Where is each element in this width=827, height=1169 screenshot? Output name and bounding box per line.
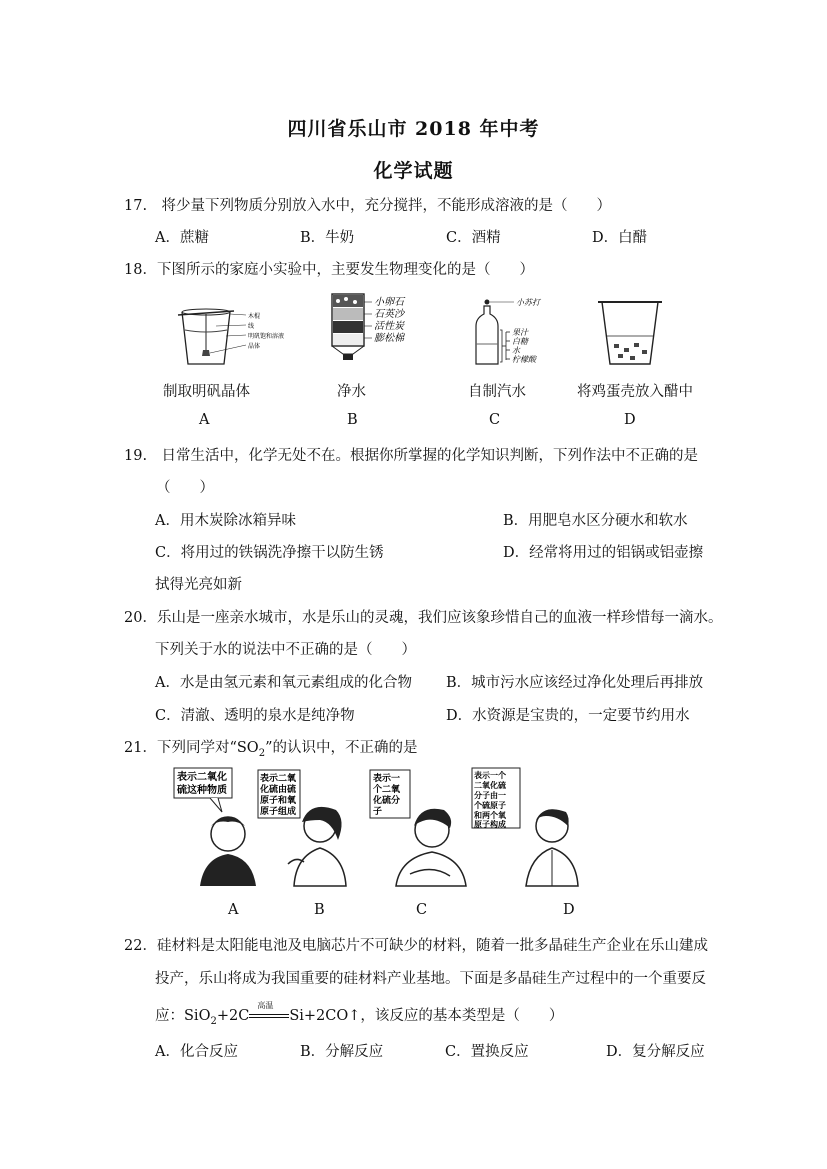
bubble-d-line1: 表示一个 (474, 770, 506, 780)
bubble-b-line3: 原子和氧 (260, 796, 297, 806)
q22-option-a: A．化合反应 (155, 1044, 238, 1060)
bubble-a-line2: 硫这种物质 (177, 785, 227, 796)
bubble-d-line2: 二氧化硫 (474, 780, 506, 790)
bubble-c-line4: 子 (373, 807, 383, 817)
q17-option-b: B．牛奶 (300, 230, 355, 246)
q22-option-d: D．复分解反应 (606, 1044, 705, 1060)
fig-a-label-stick: 木棍 (248, 313, 261, 320)
q18-caption-c: 自制汽水 (468, 384, 526, 400)
fig-c-label-citric: 柠檬酸 (512, 355, 536, 364)
q19-option-d: D．经常将用过的铝锅或铝壶擦 (503, 545, 704, 561)
fig-c-label-sugar: 白糖 (512, 337, 528, 346)
q17-option-a: A．蔗糖 (155, 230, 209, 246)
alum-crystal-figure (176, 306, 306, 370)
fig-c-label-juice: 果汁 (512, 328, 528, 337)
q18-letter-a: A (199, 412, 210, 428)
page-subtitle: 化学试题 (373, 160, 454, 182)
q18-stem: 18．下图所示的家庭小实验中，主要发生物理变化的是（ ） (124, 262, 534, 278)
q20-option-d: D．水资源是宝贵的，一定要节约用水 (446, 708, 690, 724)
q18-caption-d: 将鸡蛋壳放入醋中 (577, 384, 693, 400)
bubble-c-line3: 化硫分 (373, 796, 401, 806)
equals-bar-top (249, 1014, 289, 1015)
bubble-d-line6: 原子构成 (474, 819, 506, 829)
q21-letter-d: D (563, 902, 575, 918)
q17-option-c: C．酒精 (446, 230, 501, 246)
fig-b-label-cotton: 膨松棉 (374, 333, 404, 344)
q22-stem-line1: 22．硅材料是太阳能电池及电脑芯片不可缺少的材料，随着一批多晶硅生产企业在乐山建成 (124, 938, 708, 954)
fig-b-label-carbon: 活性炭 (374, 321, 404, 332)
q19-option-b: B．用肥皂水区分硬水和软水 (503, 513, 688, 529)
q20-option-c: C．清澈、透明的泉水是纯净物 (155, 708, 355, 724)
q18-caption-b: 净水 (337, 384, 366, 400)
bubble-a-line1: 表示二氧化 (177, 772, 227, 783)
bubble-c-line2: 个二氧 (373, 785, 401, 795)
q20-stem-line1: 20．乐山是一座亲水城市，水是乐山的灵魂，我们应该象珍惜自己的血液一样珍惜每一滴水。 (124, 610, 723, 626)
q21-letter-a: A (228, 902, 239, 918)
q20-stem-line2: 下列关于水的说法中不正确的是（ ） (155, 642, 416, 658)
q18-letter-b: B (347, 412, 358, 428)
q22-equation: 应：SiO$_2$+2C 高温 Si+2CO↑，该反应的基本类型是（ ） (155, 1001, 564, 1027)
fig-b-label-sand: 石英沙 (374, 309, 404, 320)
equals-bar-bottom (249, 1017, 289, 1018)
q20-option-b: B．城市污水应该经过净化处理后再排放 (446, 675, 704, 691)
q20-option-a: A．水是由氢元素和氧元素组成的化合物 (155, 675, 412, 691)
fig-c-label-water: 水 (512, 346, 520, 355)
q18-letter-d: D (624, 412, 636, 428)
bubble-d-line4: 个硫原子 (474, 800, 506, 810)
q19-stem: 19. 日常生活中，化学无处不在。根据你所掌握的化学知识判断，下列作法中不正确的是 (124, 448, 699, 464)
q18-letter-c: C (489, 412, 501, 428)
bubble-c-line1: 表示一 (373, 774, 401, 784)
fig-a-label-solution: 明矾饱和溶液 (248, 333, 285, 340)
q18-caption-a: 制取明矾晶体 (163, 384, 250, 400)
q21-stem: 21．下列同学对“$SO_2$”的认识中，不正确的是 (124, 740, 418, 759)
q22-option-b: B．分解反应 (300, 1044, 384, 1060)
q19-option-d-cont: 拭得光亮如新 (155, 577, 242, 593)
bubble-b-line2: 化硫由硫 (260, 785, 297, 795)
q22-stem-line2: 投产，乐山将成为我国重要的硅材料产业基地。下面是多晶硅生产过程中的一个重要反 (155, 971, 706, 987)
bubble-b-line1: 表示二氧 (260, 774, 297, 784)
bubble-d-line3: 分子由一 (474, 790, 506, 800)
q19-option-c: C．将用过的铁锅洗净擦干以防生锈 (155, 545, 384, 561)
fig-a-label-crystal: 晶体 (248, 343, 261, 350)
q21-letter-b: B (314, 902, 325, 918)
q17-option-d: D．白醋 (592, 230, 648, 246)
q17-stem: 17. 将少量下列物质分别放入水中，充分搅拌，不能形成溶液的是（ ） (124, 198, 612, 214)
fig-b-label-pebble: 小卵石 (374, 297, 404, 308)
bubble-d-line5: 和两个氧 (474, 810, 506, 820)
fig-c-label-soda: 小苏打 (516, 298, 540, 307)
q19-paren: （ ） (156, 480, 214, 496)
q21-letter-c: C (416, 902, 428, 918)
eggshell-vinegar-figure (596, 298, 666, 370)
reaction-condition: 高温 (257, 1001, 274, 1010)
q19-option-a: A．用木炭除冰箱异味 (155, 513, 296, 529)
page-title: 四川省乐山市 2018 年中考 (287, 118, 540, 140)
q22-option-c: C．置换反应 (445, 1044, 529, 1060)
soda-bottle-figure (470, 296, 570, 372)
water-purifier-figure (328, 292, 438, 364)
bubble-b-line4: 原子组成 (260, 807, 297, 817)
fig-a-label-thread: 线 (248, 323, 255, 330)
so2-cartoon-figure (170, 764, 650, 894)
